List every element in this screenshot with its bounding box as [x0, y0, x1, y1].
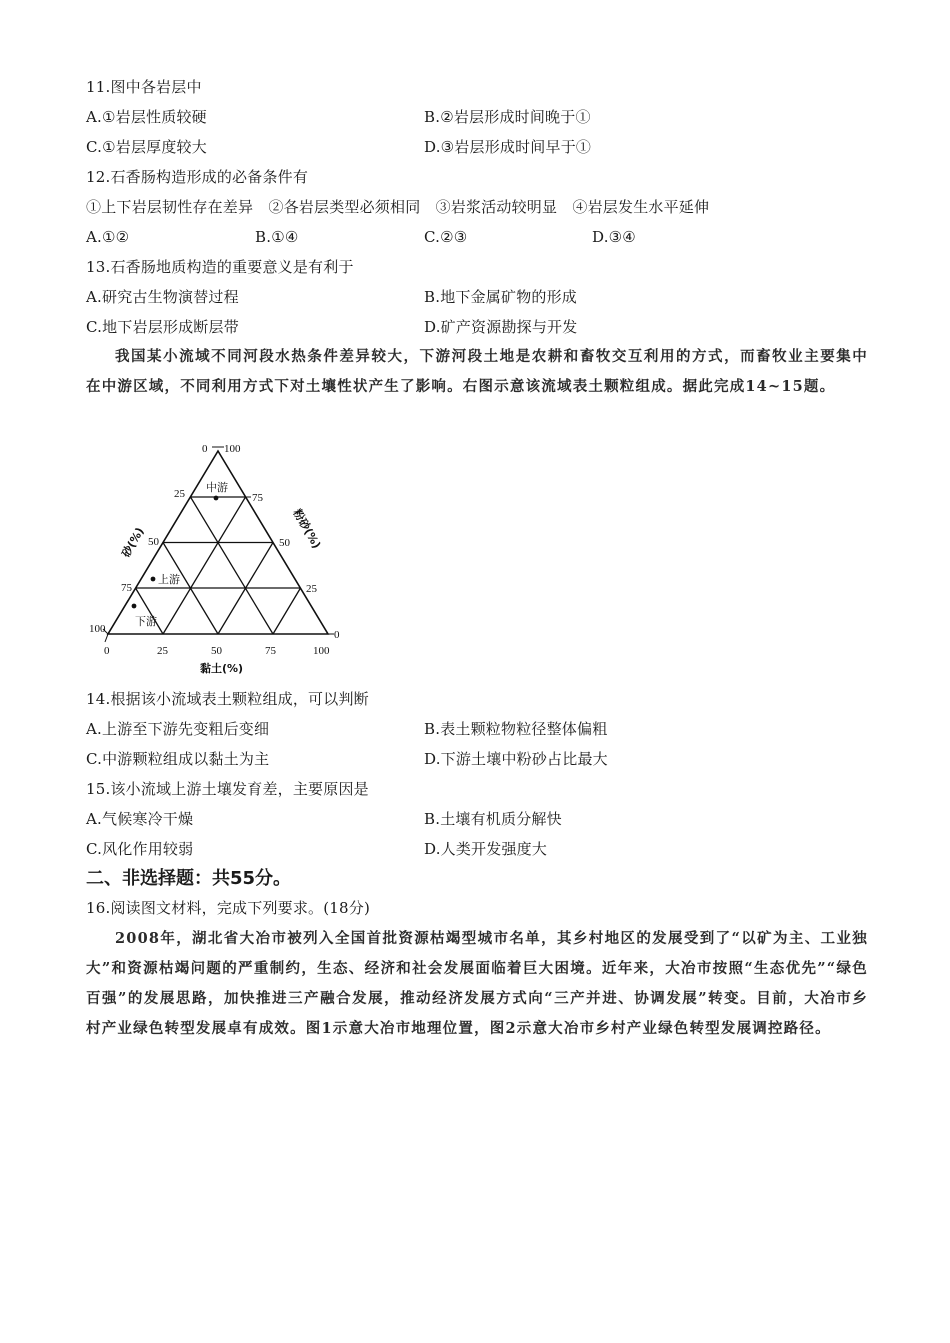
section-heading-non-choice: 二、非选择题：共55分。 — [86, 868, 292, 889]
q14-option-d: D.下游土壤中粉砂占比最大 — [424, 750, 608, 768]
q13-option-d: D.矿产资源勘探与开发 — [424, 318, 578, 336]
q15-option-b: B.土壤有机质分解快 — [424, 810, 562, 828]
apex-left-label: 0 — [202, 443, 208, 455]
right-tick-50: 50 — [279, 537, 290, 549]
q11-option-d: D.③岩层形成时间早于① — [424, 138, 592, 156]
q11-option-c: C.①岩层厚度较大 — [86, 138, 207, 156]
q12-option-a: A.①② — [86, 228, 130, 246]
bottom-axis-title: 黏土(%) — [200, 662, 244, 675]
q12-option-d: D.③④ — [592, 228, 636, 246]
left-tick-25: 25 — [174, 488, 185, 500]
q14-option-a: A.上游至下游先变粗后变细 — [86, 720, 270, 738]
q14-stem: 14.根据该小流域表土颗粒组成，可以判断 — [86, 690, 369, 708]
right-axis-title: 粉砂(%) — [290, 507, 324, 551]
q12-stem: 12.石香肠构造形成的必备条件有 — [86, 168, 309, 186]
q15-stem: 15.该小流域上游土壤发育差，主要原因是 — [86, 780, 369, 798]
point-upstream — [151, 577, 156, 582]
left-axis-title: 砂(%) — [119, 525, 147, 560]
ternary-chart-svg — [86, 436, 356, 676]
q15-option-c: C.风化作用较弱 — [86, 840, 194, 858]
q12-option-b: B.①④ — [255, 228, 299, 246]
passage-14-15: 我国某小流域不同河段水热条件差异较大，下游河段土地是农耕和畜牧交互利用的方式，而畜牧业主要集中在中游区域，不同利用方式下对土壤性状产生了影响。右图示意该流域表土颗粒组成。据此完成14~15题。 — [86, 348, 868, 395]
q11-stem: 11.图中各岩层中 — [86, 78, 202, 96]
right-tick-25: 25 — [306, 583, 317, 595]
right-tick-75: 75 — [252, 492, 263, 504]
q16-stem: 16.阅读图文材料，完成下列要求。(18分) — [86, 899, 371, 917]
point-midstream-label: 中游 — [206, 481, 228, 494]
q12-option-c: C.②③ — [424, 228, 468, 246]
q14-option-b: B.表土颗粒物粒径整体偏粗 — [424, 720, 608, 738]
point-downstream-label: 下游 — [135, 615, 157, 628]
soil-texture-ternary-diagram — [86, 436, 356, 676]
q13-option-c: C.地下岩层形成断层带 — [86, 318, 239, 336]
bottom-tick-50: 50 — [211, 645, 222, 657]
q14-option-c: C.中游颗粒组成以黏土为主 — [86, 750, 270, 768]
q16-passage: 2008年，湖北省大冶市被列入全国首批资源枯竭型城市名单，其乡村地区的发展受到了“以矿为主、工业独大”和资源枯竭问题的严重制约，生态、经济和社会发展面临着巨大困境。近年来，大冶市按照“生态优先”“绿色百强”的发展思路，加快推进三产融合发展，推动经济发展方式向“三产并进、协调发展”转变。目前，大冶市乡村产业绿色转型发展卓有成效。图1示意大冶市地理位置，图2示意大冶市乡村产业绿色转型发展调控路径。 — [86, 930, 868, 1037]
bottom-tick-75: 75 — [265, 645, 276, 657]
left-tick-100: 100 — [89, 623, 106, 635]
q13-option-b: B.地下金属矿物的形成 — [424, 288, 577, 306]
apex-right-label: 100 — [224, 443, 241, 455]
right-tick-0: 0 — [334, 629, 340, 641]
bottom-tick-0: 0 — [104, 645, 110, 657]
q11-option-b: B.②岩层形成时间晚于① — [424, 108, 591, 126]
q12-conditions: ①上下岩层韧性存在差异 ②各岩层类型必须相同 ③岩浆活动较明显 ④岩层发生水平延伸 — [86, 198, 710, 216]
left-tick-75: 75 — [121, 582, 132, 594]
triangle-grid — [136, 497, 301, 634]
q15-option-d: D.人类开发强度大 — [424, 840, 548, 858]
point-upstream-label: 上游 — [158, 573, 180, 586]
q15-option-a: A.气候寒冷干燥 — [86, 810, 194, 828]
q13-stem: 13.石香肠地质构造的重要意义是有利于 — [86, 258, 354, 276]
q13-option-a: A.研究古生物演替过程 — [86, 288, 239, 306]
q11-option-a: A.①岩层性质较硬 — [86, 108, 207, 126]
point-midstream — [214, 496, 219, 501]
bottom-tick-100: 100 — [313, 645, 330, 657]
point-downstream — [132, 604, 137, 609]
bottom-tick-25: 25 — [157, 645, 168, 657]
left-tick-50: 50 — [148, 536, 159, 548]
